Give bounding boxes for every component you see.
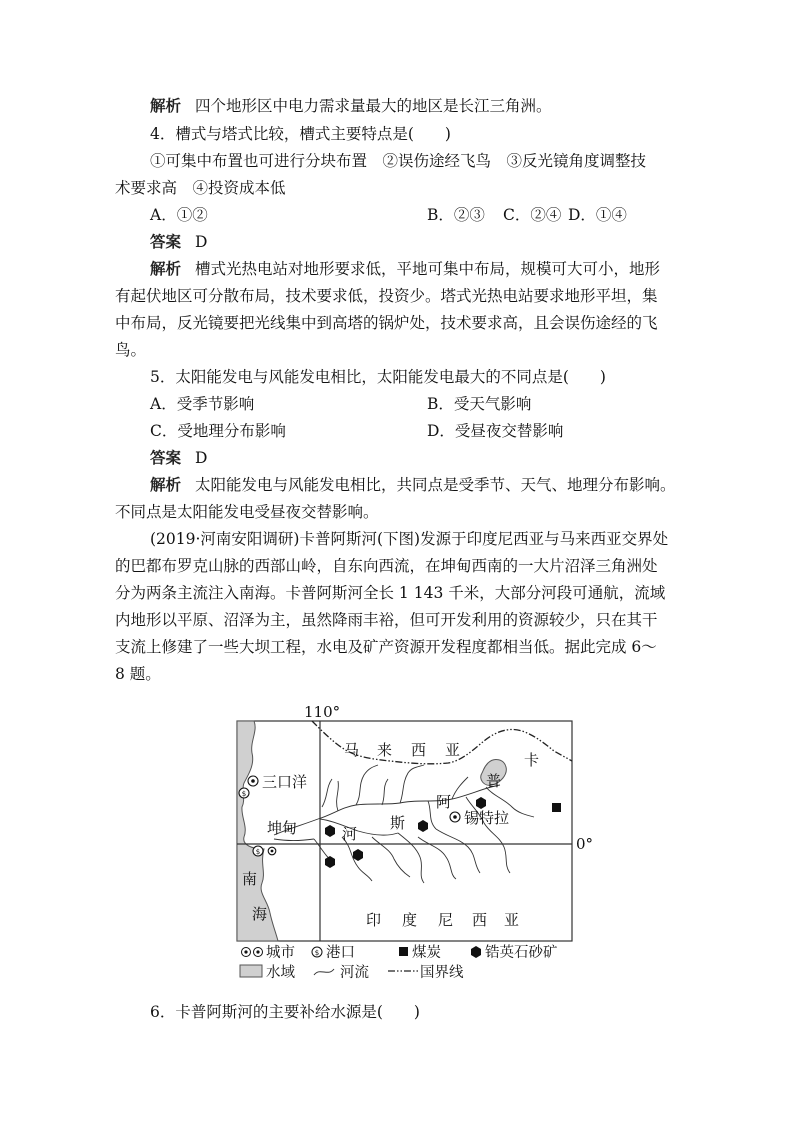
passage-line-1: (2019·河南安阳调研)卡普阿斯河(下图)发源于印度尼西亚与马来西亚交界处 bbox=[150, 530, 669, 548]
question-4-analysis-line-2: 有起伏地区可分散布局，技术要求低，投资少。塔式光热电站要求地形平坦，集 bbox=[115, 287, 658, 305]
legend-coal-label: 煤炭 bbox=[412, 945, 441, 961]
city-sintang bbox=[450, 812, 460, 822]
kapuas-river-map bbox=[222, 687, 594, 987]
passage-line-6: 8 题。 bbox=[115, 665, 161, 683]
label-indonesia-3: 尼 bbox=[438, 911, 454, 929]
question-5-analysis-line-1 bbox=[150, 475, 676, 495]
label-south: 南 bbox=[242, 870, 258, 888]
port-sanggau bbox=[239, 788, 249, 798]
analysis-label: 解析 bbox=[150, 259, 182, 278]
analysis-label: 解析 bbox=[150, 475, 182, 494]
legend-zircon-label: 锆英石砂矿 bbox=[485, 945, 558, 961]
label-kapuas-2: 普 bbox=[486, 772, 502, 790]
label-indonesia-5: 亚 bbox=[504, 911, 520, 929]
label-pontianak: 坤甸 bbox=[267, 819, 298, 837]
passage-line-4: 内地形以平原、沼泽为主，虽然降雨丰裕，但可开发利用的资源较少，只在其干 bbox=[115, 611, 658, 629]
port-pontianak bbox=[253, 846, 263, 856]
question-4-answer bbox=[150, 232, 207, 252]
city-sanggau bbox=[248, 776, 258, 786]
label-malaysia-3: 西 bbox=[411, 741, 427, 759]
meridian-label: 110° bbox=[304, 703, 341, 721]
question-5-option-b: B．受天气影响 bbox=[427, 395, 532, 413]
legend-water-label: 水域 bbox=[266, 965, 295, 981]
question-5-stem: 5．太阳能发电与风能发电相比，太阳能发电最大的不同点是( ) bbox=[150, 368, 606, 386]
answer-value: D bbox=[195, 233, 208, 251]
analysis-text: 四个地形区中电力需求量最大的地区是长江三角洲。 bbox=[195, 97, 552, 115]
legend-river-label: 河流 bbox=[340, 965, 369, 981]
passage-line-2: 的巴都布罗克山脉的西部山岭，自东向西流，在坤甸西南的一大片沼泽三角洲处 bbox=[115, 557, 658, 575]
passage-line-5: 支流上修建了一些大坝工程，水电及矿产资源开发程度都相当低。据此完成 6～ bbox=[115, 638, 657, 656]
svg-text:$: $ bbox=[241, 790, 247, 798]
label-malaysia-4: 亚 bbox=[445, 741, 461, 759]
city-pontianak bbox=[268, 847, 276, 855]
question-4-items-line-1: ①可集中布置也可进行分块布置 ②误伤途经飞鸟 ③反光镜角度调整技 bbox=[150, 152, 647, 170]
question-4-analysis-line-3: 中布局，反光镜要把光线集中到高塔的锅炉处，技术要求高，且会误伤途经的飞 bbox=[115, 314, 658, 332]
label-kapuas-1: 卡 bbox=[524, 751, 540, 769]
question-4-option-a: A．①② bbox=[150, 206, 208, 224]
label-malaysia-1: 马 bbox=[344, 741, 360, 759]
label-indonesia-2: 度 bbox=[402, 911, 418, 929]
passage-line-3: 分为两条主流注入南海。卡普阿斯河全长 1 143 千米，大部分河段可通航，流域 bbox=[115, 584, 666, 602]
label-kapuas-4: 斯 bbox=[390, 814, 406, 832]
analysis-label: 解析 bbox=[150, 96, 182, 115]
q3-analysis bbox=[150, 96, 552, 116]
label-sea: 海 bbox=[252, 905, 268, 923]
question-4-stem: 4．槽式与塔式比较，槽式主要特点是( ) bbox=[150, 125, 451, 143]
label-indonesia-4: 西 bbox=[472, 911, 488, 929]
question-5-option-d: D．受昼夜交替影响 bbox=[427, 422, 564, 440]
coal-deposit bbox=[552, 803, 561, 812]
label-indonesia-1: 印 bbox=[366, 911, 382, 929]
question-4-option-d: D．①④ bbox=[568, 206, 627, 224]
legend-zircon bbox=[471, 943, 558, 961]
question-6-stem: 6．卡普阿斯河的主要补给水源是( ) bbox=[150, 1003, 420, 1021]
legend-border-label: 国界线 bbox=[420, 965, 464, 981]
question-5-analysis-line-2: 不同点是太阳能发电受昼夜交替影响。 bbox=[115, 503, 379, 521]
question-5-option-a: A．受季节影响 bbox=[150, 395, 255, 413]
label-sintang: 锡特拉 bbox=[464, 809, 510, 827]
question-5-option-c: C．受地理分布影响 bbox=[150, 422, 286, 440]
svg-text:$: $ bbox=[255, 848, 261, 856]
label-sanggau: 三口洋 bbox=[262, 773, 308, 791]
question-4-analysis-line-4: 鸟。 bbox=[115, 341, 147, 359]
question-4-option-c: C．②④ bbox=[503, 206, 562, 224]
label-malaysia-2: 来 bbox=[377, 741, 393, 759]
answer-label: 答案 bbox=[150, 232, 182, 251]
analysis-text: 太阳能发电与风能发电相比，共同点是受季节、天气、地理分布影响。 bbox=[195, 476, 676, 494]
question-4-items-line-2: 术要求高 ④投资成本低 bbox=[115, 179, 286, 197]
analysis-text: 槽式光热电站对地形要求低，平地可集中布局，规模可大可小，地形 bbox=[195, 260, 661, 278]
legend-city-label: 城市 bbox=[266, 945, 295, 961]
label-kapuas-3: 阿 bbox=[436, 793, 452, 811]
question-4-option-b: B．②③ bbox=[427, 206, 485, 224]
label-kapuas-5: 河 bbox=[342, 825, 358, 843]
question-5-answer bbox=[150, 448, 207, 468]
svg-text:$: $ bbox=[314, 949, 320, 957]
equator-label: 0° bbox=[576, 835, 594, 853]
question-4-analysis-line-1 bbox=[150, 259, 660, 279]
answer-label: 答案 bbox=[150, 448, 182, 467]
legend-port-label: 港口 bbox=[326, 945, 355, 961]
answer-value: D bbox=[195, 449, 208, 467]
